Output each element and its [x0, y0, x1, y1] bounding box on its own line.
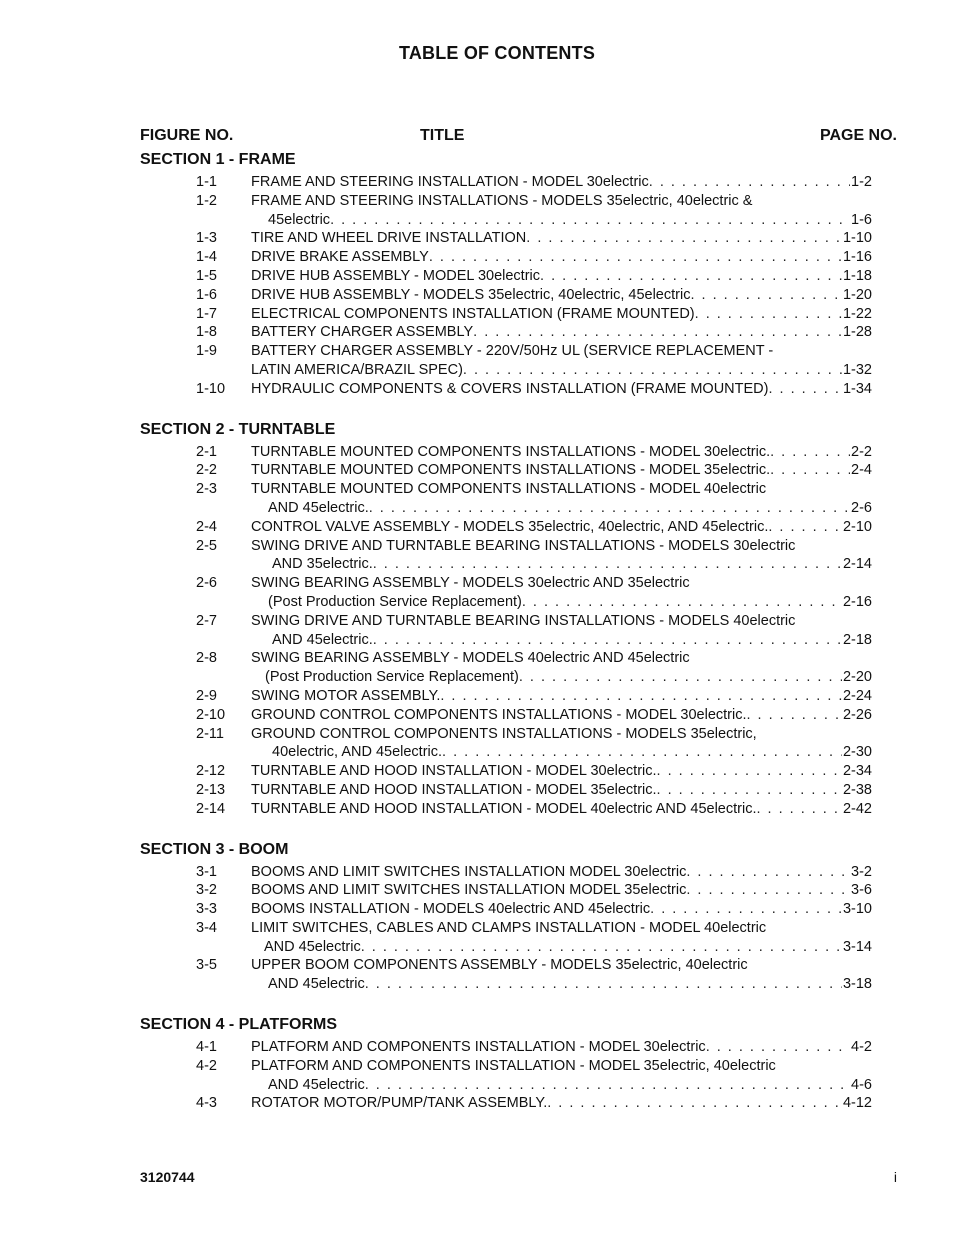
toc-entry[interactable] [0, 574, 954, 612]
toc-entry-title: FRAME AND STEERING INSTALLATIONS - MODELS 35electric, 40electric & [251, 192, 753, 209]
figure-number: 2-2 [196, 462, 217, 479]
figure-number: 1-9 [196, 343, 217, 360]
toc-entry-page: 4-6 [851, 1076, 872, 1093]
figure-number: 1-10 [196, 380, 226, 397]
dot-leader [770, 461, 850, 480]
toc-entry[interactable] [0, 537, 954, 575]
toc-entry[interactable] [0, 881, 954, 900]
dot-leader [690, 286, 842, 305]
dot-leader [706, 1038, 850, 1057]
toc-entry-page: 2-38 [842, 781, 872, 798]
dot-leader [330, 211, 850, 230]
toc-entry-title: AND 45electric [264, 938, 361, 955]
toc-entry[interactable] [0, 173, 954, 192]
toc-entry-page: 2-24 [842, 687, 872, 704]
dot-leader [365, 1076, 850, 1095]
toc-entry-page: 1-2 [851, 174, 872, 190]
toc-entry[interactable] [0, 480, 954, 518]
toc-entry[interactable] [0, 229, 954, 248]
toc-entry-title: DRIVE HUB ASSEMBLY - MODEL 30electric [251, 267, 541, 284]
toc-entry-page: 2-42 [842, 800, 872, 817]
dot-leader [373, 555, 842, 574]
figure-number: 3-2 [196, 882, 217, 899]
toc-entry-title: PLATFORM AND COMPONENTS INSTALLATION - MODEL 35electric, 40electric [251, 1057, 776, 1074]
toc-entry-title: TURNTABLE AND HOOD INSTALLATION - MODEL 30electric. [251, 763, 657, 780]
toc-entry[interactable] [0, 380, 954, 399]
dot-leader [650, 900, 842, 919]
toc-entry[interactable] [0, 956, 954, 994]
toc-entry-title: CONTROL VALVE ASSEMBLY - MODELS 35electric, 40electric, AND 45electric. [251, 518, 769, 535]
toc-entry-page: 1-20 [842, 286, 872, 303]
figure-number: 2-10 [196, 706, 226, 723]
figure-number: 4-1 [196, 1039, 217, 1056]
toc-entry[interactable] [0, 461, 954, 480]
toc-entry-page: 4-12 [842, 1095, 872, 1112]
dot-leader [369, 499, 850, 518]
toc-entry-title: SWING DRIVE AND TURNTABLE BEARING INSTALLATIONS - MODELS 30electric [251, 537, 796, 554]
figure-number: 1-2 [196, 192, 217, 209]
dot-leader [686, 881, 850, 900]
toc-entry-title: BATTERY CHARGER ASSEMBLY - 220V/50Hz UL (SERVICE REPLACEMENT - [251, 343, 774, 360]
toc-entry-page: 2-30 [842, 744, 872, 761]
figure-number: 3-1 [196, 863, 217, 880]
toc-entry-page: 1-22 [842, 305, 872, 322]
dot-leader [540, 267, 842, 286]
dot-leader [547, 1094, 842, 1113]
toc-entry[interactable] [0, 863, 954, 882]
toc-entry-title: TURNTABLE MOUNTED COMPONENTS INSTALLATIONS - MODEL 30electric. [251, 443, 771, 460]
dot-leader [526, 229, 842, 248]
toc-entry[interactable] [0, 1038, 954, 1057]
toc-entry[interactable] [0, 649, 954, 687]
toc-entry[interactable] [0, 323, 954, 342]
dot-leader [695, 305, 842, 324]
figure-number: 4-2 [196, 1057, 217, 1074]
figure-number: 2-14 [196, 800, 226, 817]
toc-entry[interactable] [0, 919, 954, 957]
section-heading: SECTION 2 - TURNTABLE [140, 420, 336, 438]
figure-number: 2-1 [196, 443, 217, 460]
dot-leader [440, 687, 842, 706]
toc-entry-title: SWING MOTOR ASSEMBLY. [251, 687, 441, 704]
toc-entry[interactable] [0, 687, 954, 706]
figure-number: 2-11 [196, 725, 224, 742]
toc-entry-page: 2-14 [842, 556, 872, 573]
toc-entry-title: SWING BEARING ASSEMBLY - MODELS 30electric AND 35electric [251, 575, 690, 592]
toc-entry-title: DRIVE BRAKE ASSEMBLY [251, 249, 429, 266]
figure-number: 1-6 [196, 286, 217, 303]
toc-entry-page: 1-34 [842, 380, 872, 397]
toc-entry-page: 2-2 [851, 443, 872, 460]
toc-entry-title: PLATFORM AND COMPONENTS INSTALLATION - MODEL 30electric [251, 1039, 706, 1056]
toc-entry[interactable] [0, 612, 954, 650]
dot-leader [429, 248, 842, 267]
dot-leader [770, 443, 850, 462]
toc-entry-title: FRAME AND STEERING INSTALLATION - MODEL 30electric [251, 174, 649, 190]
toc-entry-page: 2-18 [842, 631, 872, 648]
toc-entry[interactable] [0, 443, 954, 462]
toc-entry-title: 40electric, AND 45electric. [272, 744, 443, 761]
toc-entry-title: TURNTABLE MOUNTED COMPONENTS INSTALLATIONS - MODEL 35electric. [251, 462, 771, 479]
figure-number: 2-9 [196, 687, 217, 704]
toc-entry-title: AND 45electric. [268, 499, 369, 516]
toc-entry-page: 2-34 [842, 763, 872, 780]
toc-entry[interactable] [0, 305, 954, 324]
dot-leader [657, 781, 842, 800]
figure-number: 2-13 [196, 781, 226, 798]
toc-entry-title: BOOMS INSTALLATION - MODELS 40electric AND 45electric [251, 901, 651, 918]
page-number: i [893, 1169, 897, 1185]
figure-number: 2-6 [196, 575, 217, 592]
figure-number: 2-12 [196, 763, 226, 780]
dot-leader [768, 380, 841, 399]
toc-entry-page: 1-16 [842, 249, 872, 266]
dot-leader [373, 631, 842, 650]
toc-entry-page: 1-32 [842, 361, 872, 378]
toc-entry-page: 3-2 [851, 863, 872, 880]
toc-entry-title: GROUND CONTROL COMPONENTS INSTALLATIONS - MODELS 35electric, [251, 725, 757, 742]
toc-entry-page: 3-14 [842, 938, 872, 955]
figure-number: 2-5 [196, 537, 217, 554]
figure-number: 2-4 [196, 518, 217, 535]
dot-leader [522, 593, 842, 612]
table-of-contents [0, 149, 954, 1113]
figure-number: 1-5 [196, 267, 217, 284]
page-no-header: PAGE NO. [819, 127, 897, 144]
section-heading: SECTION 3 - BOOM [140, 840, 289, 858]
toc-entry-title: SWING DRIVE AND TURNTABLE BEARING INSTALLATIONS - MODELS 40electric [251, 612, 796, 629]
toc-entry-title: HYDRAULIC COMPONENTS & COVERS INSTALLATION (FRAME MOUNTED) [251, 380, 769, 397]
figure-number: 2-8 [196, 650, 217, 667]
toc-entry[interactable] [0, 725, 954, 763]
toc-entry-page: 2-4 [851, 462, 872, 479]
toc-entry-title: AND 45electric [268, 976, 365, 993]
figure-number: 2-3 [196, 481, 217, 498]
dot-leader [442, 743, 842, 762]
toc-entry[interactable] [0, 762, 954, 781]
toc-entry[interactable] [0, 192, 954, 230]
figure-number: 3-5 [196, 957, 217, 974]
toc-entry-page: 1-10 [842, 230, 872, 247]
section-heading: SECTION 1 - FRAME [140, 151, 296, 168]
dot-leader [361, 938, 842, 957]
toc-entry-page: 1-18 [842, 267, 872, 284]
figure-number: 1-7 [196, 305, 217, 322]
toc-entry[interactable] [0, 781, 954, 800]
toc-entry[interactable] [0, 1094, 954, 1113]
toc-entry-page: 2-6 [851, 499, 872, 516]
toc-entry-page: 2-26 [842, 706, 872, 723]
toc-entry[interactable] [0, 267, 954, 286]
toc-entry-page: 1-6 [851, 211, 872, 228]
dot-leader [768, 518, 842, 537]
toc-entry-title: GROUND CONTROL COMPONENTS INSTALLATIONS - MODEL 30electric. [251, 706, 747, 723]
toc-entry-title: DRIVE HUB ASSEMBLY - MODELS 35electric, 40electric, 45electric [251, 286, 691, 303]
toc-entry-page: 3-10 [842, 901, 872, 918]
toc-entry[interactable] [0, 342, 954, 380]
toc-entry-page: 3-18 [842, 976, 872, 993]
toc-entry[interactable] [0, 800, 954, 819]
figure-number: 1-8 [196, 324, 217, 341]
toc-entry-title: ELECTRICAL COMPONENTS INSTALLATION (FRAME MOUNTED) [251, 305, 695, 322]
figure-number: 1-3 [196, 230, 217, 247]
toc-entry-page: 4-2 [851, 1039, 872, 1056]
dot-leader [365, 975, 842, 994]
toc-entry-title: AND 45electric [268, 1076, 365, 1093]
dot-leader [756, 800, 842, 819]
toc-entry-page: 2-10 [842, 518, 872, 535]
toc-entry-title: 45electric [268, 211, 331, 228]
toc-entry[interactable] [0, 518, 954, 537]
figure-number: 1-4 [196, 249, 217, 266]
toc-entry-title: LATIN AMERICA/BRAZIL SPEC) [251, 361, 463, 378]
toc-entry-page: 2-16 [842, 593, 872, 610]
toc-entry[interactable] [0, 286, 954, 305]
toc-entry[interactable] [0, 1057, 954, 1095]
figure-number: 3-3 [196, 901, 217, 918]
dot-leader [473, 323, 842, 342]
toc-entry-title: LIMIT SWITCHES, CABLES AND CLAMPS INSTALLATION - MODEL 40electric [251, 919, 767, 936]
dot-leader [747, 706, 842, 725]
section-heading: SECTION 4 - PLATFORMS [140, 1016, 338, 1034]
toc-entry-title: AND 35electric. [272, 556, 373, 573]
toc-entry-title: TURNTABLE AND HOOD INSTALLATION - MODEL 35electric. [251, 781, 657, 798]
toc-entry-title: (Post Production Service Replacement) [268, 593, 522, 610]
toc-entry-title: BOOMS AND LIMIT SWITCHES INSTALLATION MODEL 30electric [251, 863, 687, 880]
dot-leader [686, 863, 850, 882]
toc-entry-title: BOOMS AND LIMIT SWITCHES INSTALLATION MODEL 35electric [251, 882, 687, 899]
page-title: TABLE OF CONTENTS [398, 43, 596, 63]
dot-leader [463, 361, 842, 380]
toc-entry[interactable] [0, 900, 954, 919]
toc-entry-page: 2-20 [842, 669, 872, 686]
toc-entry-title: UPPER BOOM COMPONENTS ASSEMBLY - MODELS 35electric, 40electric [251, 957, 748, 974]
toc-entry-title: (Post Production Service Replacement) [265, 669, 519, 686]
title-header: TITLE [420, 127, 465, 144]
figure-number: 4-3 [196, 1095, 217, 1112]
document-number: 3120744 [140, 1169, 195, 1185]
toc-entry[interactable] [0, 706, 954, 725]
toc-entry-title: ROTATOR MOTOR/PUMP/TANK ASSEMBLY. [251, 1095, 548, 1112]
toc-entry-title: TURNTABLE MOUNTED COMPONENTS INSTALLATIONS - MODEL 40electric [251, 481, 767, 498]
toc-entry[interactable] [0, 248, 954, 267]
toc-entry-page: 1-28 [842, 324, 872, 341]
dot-leader [649, 173, 850, 192]
toc-entry-title: AND 45electric. [272, 631, 373, 648]
figure-no-header: FIGURE NO. [140, 127, 234, 144]
figure-number: 2-7 [196, 612, 217, 629]
figure-number: 1-1 [196, 174, 217, 190]
toc-entry-page: 3-6 [851, 882, 872, 899]
figure-number: 3-4 [196, 919, 217, 936]
toc-entry-title: SWING BEARING ASSEMBLY - MODELS 40electric AND 45electric [251, 650, 690, 667]
dot-leader [657, 762, 842, 781]
toc-entry-title: TIRE AND WHEEL DRIVE INSTALLATION [251, 230, 527, 247]
toc-entry-title: TURNTABLE AND HOOD INSTALLATION - MODEL 40electric AND 45electric. [251, 800, 757, 817]
toc-entry-title: BATTERY CHARGER ASSEMBLY [251, 324, 474, 341]
dot-leader [519, 668, 842, 687]
